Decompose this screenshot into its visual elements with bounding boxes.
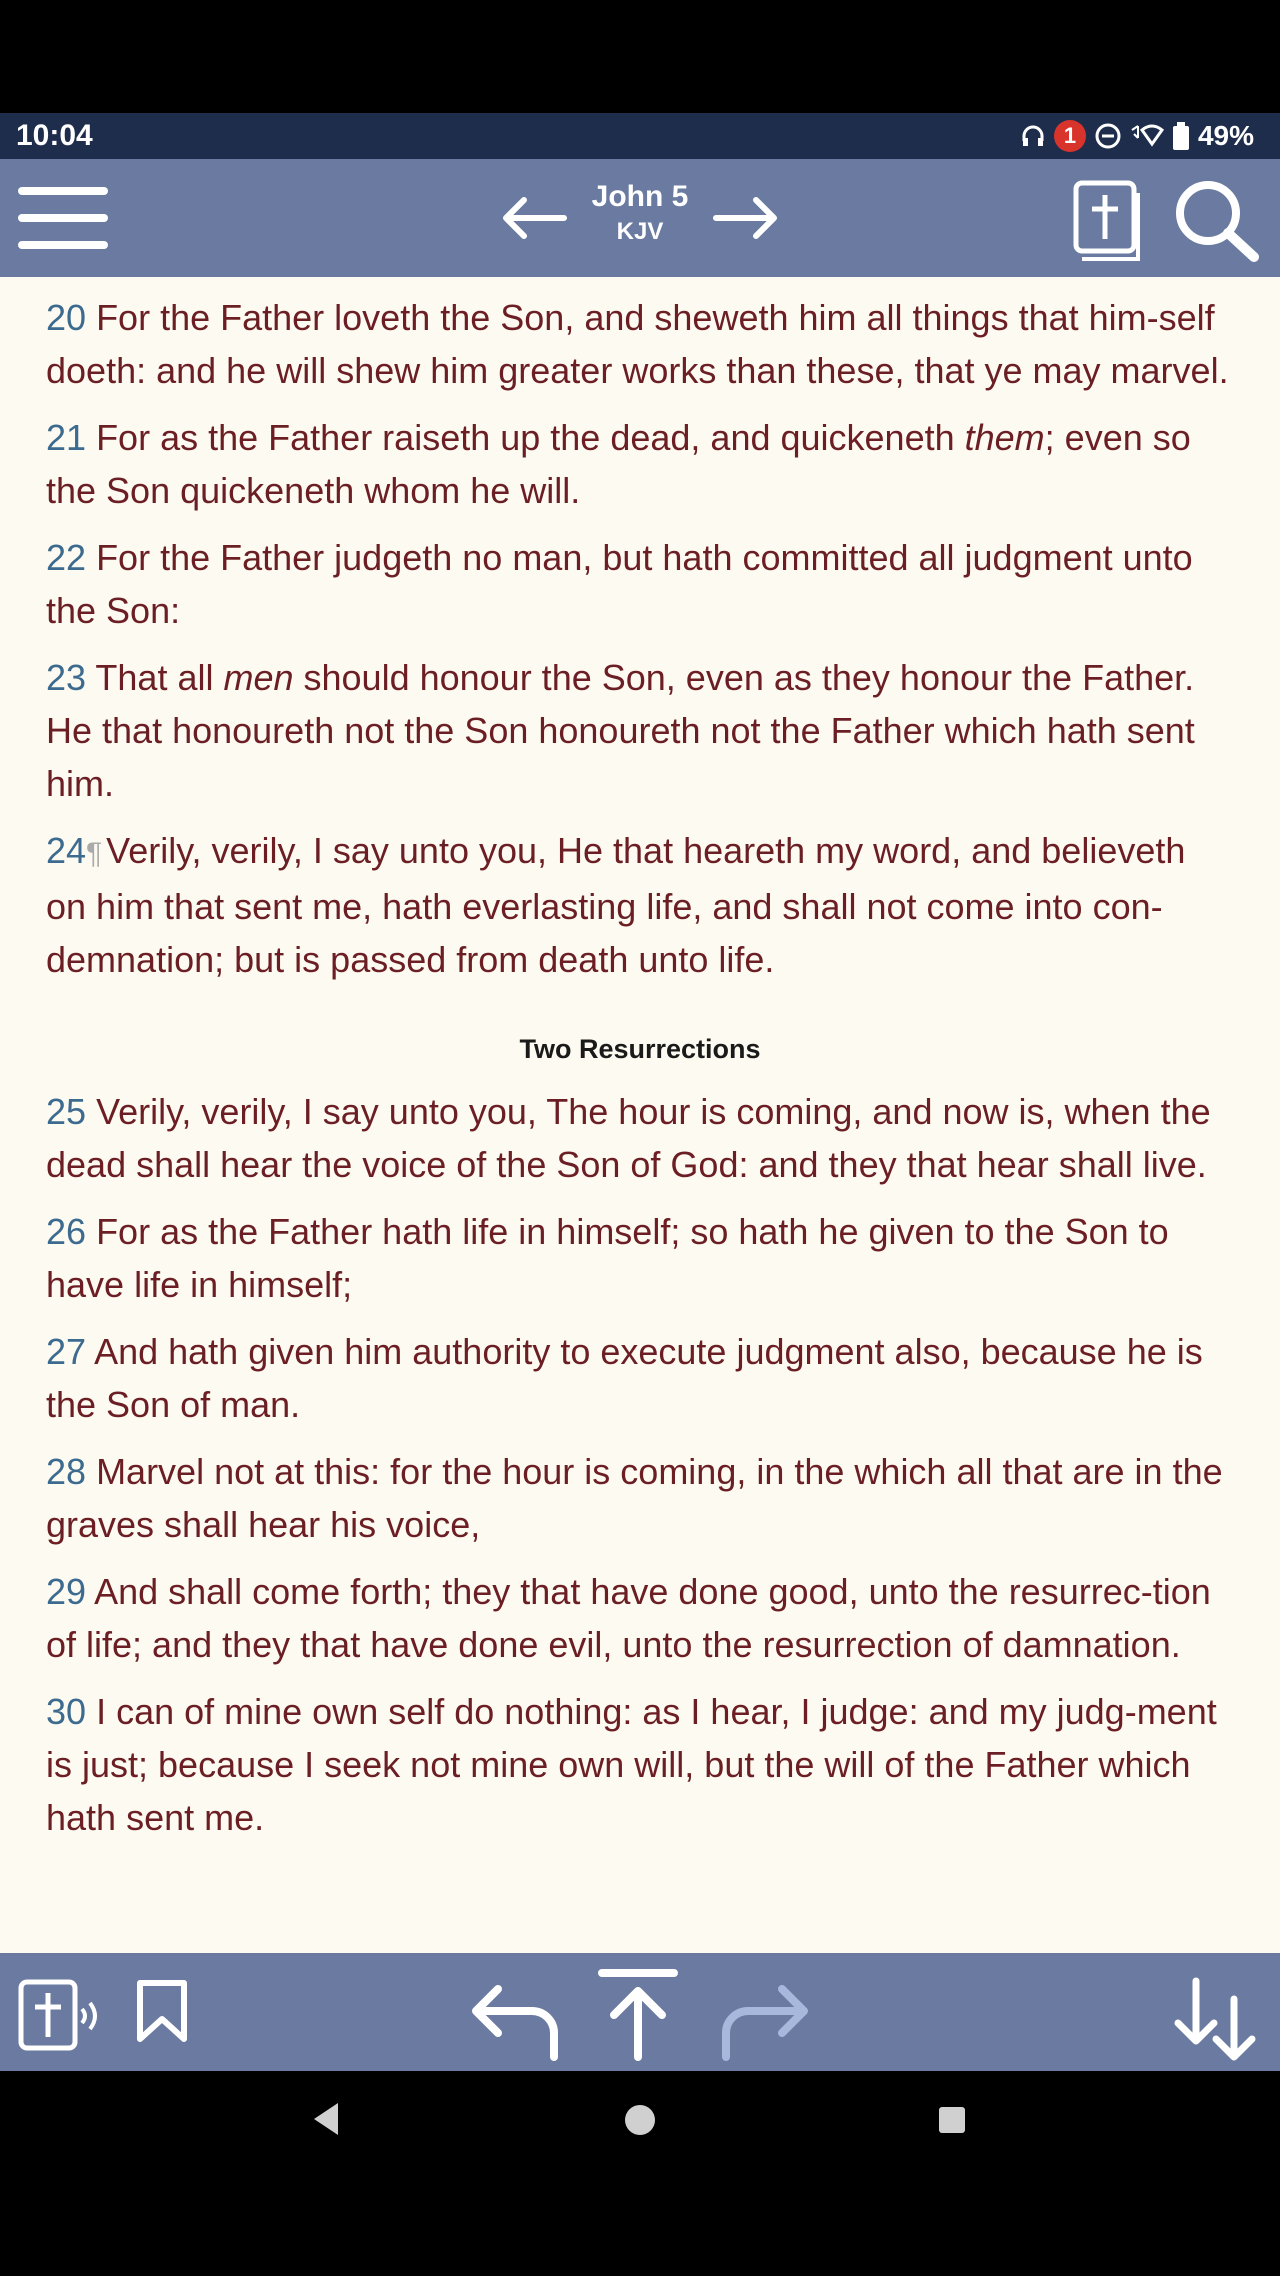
verse-22[interactable]: [46, 531, 1234, 637]
arrow-right-icon[interactable]: [712, 195, 780, 241]
verse-number[interactable]: 30: [46, 1691, 87, 1732]
scripture-content[interactable]: [0, 277, 1280, 1953]
verse-text: ; even so the Son quickeneth whom he will.: [46, 417, 1191, 511]
verse-number[interactable]: 20: [46, 297, 87, 338]
verse-text: And shall come forth; they that have done good, unto the resurrec-tion of life; and they that have done evil, unto the resurrection of damnation.: [46, 1571, 1211, 1665]
verse-text: For as the Father hath life in himself; so hath he given to the Son to have life in himself;: [46, 1211, 1169, 1305]
verse-text: should honour the Son, even as they honour the Father. He that honoureth not the Son honoureth not the Father which hath sent him.: [46, 657, 1195, 804]
verse-number[interactable]: 29: [46, 1571, 87, 1612]
status-time: 10:04: [16, 119, 93, 152]
verse-italic-text: them: [964, 417, 1045, 458]
paragraph-mark: ¶: [86, 837, 103, 870]
arrow-left-icon[interactable]: [500, 195, 568, 241]
verse-29[interactable]: [46, 1565, 1234, 1671]
hamburger-menu-icon[interactable]: [18, 185, 110, 251]
verse-number[interactable]: 21: [46, 417, 87, 458]
verse-number[interactable]: 24: [46, 830, 87, 871]
verse-text: And hath given him authority to execute judgment also, because he is the Son of man.: [46, 1331, 1203, 1425]
verse-number[interactable]: 28: [46, 1451, 87, 1492]
bible-books-icon[interactable]: [1072, 179, 1144, 263]
verse-26[interactable]: [46, 1205, 1234, 1311]
search-icon[interactable]: [1172, 177, 1262, 263]
do-not-disturb-icon: [1094, 122, 1122, 150]
status-icons: [1020, 118, 1254, 154]
system-nav-bar: [0, 2071, 1280, 2276]
sort-down-icon[interactable]: [1172, 1977, 1262, 2061]
headphones-icon: [1020, 123, 1046, 149]
battery-icon: [1172, 121, 1190, 151]
history-back-icon[interactable]: [468, 1981, 560, 2061]
nav-home-icon[interactable]: [624, 2104, 656, 2136]
bookmark-icon[interactable]: [136, 1979, 188, 2043]
verse-italic-text: men: [223, 657, 294, 698]
wifi-icon: [1130, 122, 1164, 150]
bottom-toolbar: [0, 1953, 1280, 2071]
battery-percent: 49%: [1197, 120, 1254, 151]
section-heading: Two Resurrections: [519, 1034, 761, 1064]
status-bar: [0, 113, 1280, 159]
nav-back-icon[interactable]: [310, 2101, 342, 2137]
scroll-to-top-icon[interactable]: [598, 1967, 678, 2061]
version-label: KJV: [616, 218, 664, 245]
nav-recents-icon[interactable]: [938, 2106, 966, 2134]
verse-text: That all: [95, 657, 224, 698]
verse-text: Marvel not at this: for the hour is coming, in the which all that are in the graves shall hear his voice,: [46, 1451, 1223, 1545]
verse-text: For the Father judgeth no man, but hath committed all judgment unto the Son:: [46, 537, 1193, 631]
verse-text: I can of mine own self do nothing: as I hear, I judge: and my judg-ment is just; because I seek not mine own will, but the will of the Father which hath sent me.: [46, 1691, 1217, 1838]
verse-25[interactable]: [46, 1085, 1234, 1191]
verse-number[interactable]: 23: [46, 657, 87, 698]
chapter-title[interactable]: [580, 179, 700, 249]
verse-text: Verily, verily, I say unto you, The hour is coming, and now is, when the dead shall hear the voice of the Son of God: and they that hear shall live.: [46, 1091, 1211, 1185]
top-black-area: [0, 0, 1280, 113]
verse-text: For as the Father raiseth up the dead, and quickeneth: [96, 417, 965, 458]
verse-number[interactable]: 27: [46, 1331, 87, 1372]
verse-21[interactable]: [46, 411, 1234, 517]
notification-badge: 1: [1054, 120, 1086, 152]
verse-24[interactable]: [46, 824, 1234, 986]
verse-number[interactable]: 26: [46, 1211, 87, 1252]
book-chapter-label: John 5: [591, 180, 689, 213]
verse-28[interactable]: [46, 1445, 1234, 1551]
verse-30[interactable]: [46, 1685, 1234, 1844]
bible-audio-icon[interactable]: [18, 1979, 110, 2053]
verse-text: Verily, verily, I say unto you, He that heareth my word, and believeth on him that sent me, hath everlasting life, and shall not come into con-demnation; but is passed from death unto life.: [46, 830, 1186, 980]
history-forward-icon[interactable]: [720, 1981, 812, 2061]
verse-number[interactable]: 22: [46, 537, 87, 578]
verse-number[interactable]: 25: [46, 1091, 87, 1132]
verse-27[interactable]: [46, 1325, 1234, 1431]
app-bar: [0, 159, 1280, 277]
verse-text: For the Father loveth the Son, and sheweth him all things that him-self doeth: and he will shew him greater works than these, that ye may marvel.: [46, 297, 1229, 391]
verse-23[interactable]: [46, 651, 1234, 810]
verse-20[interactable]: [46, 291, 1234, 397]
